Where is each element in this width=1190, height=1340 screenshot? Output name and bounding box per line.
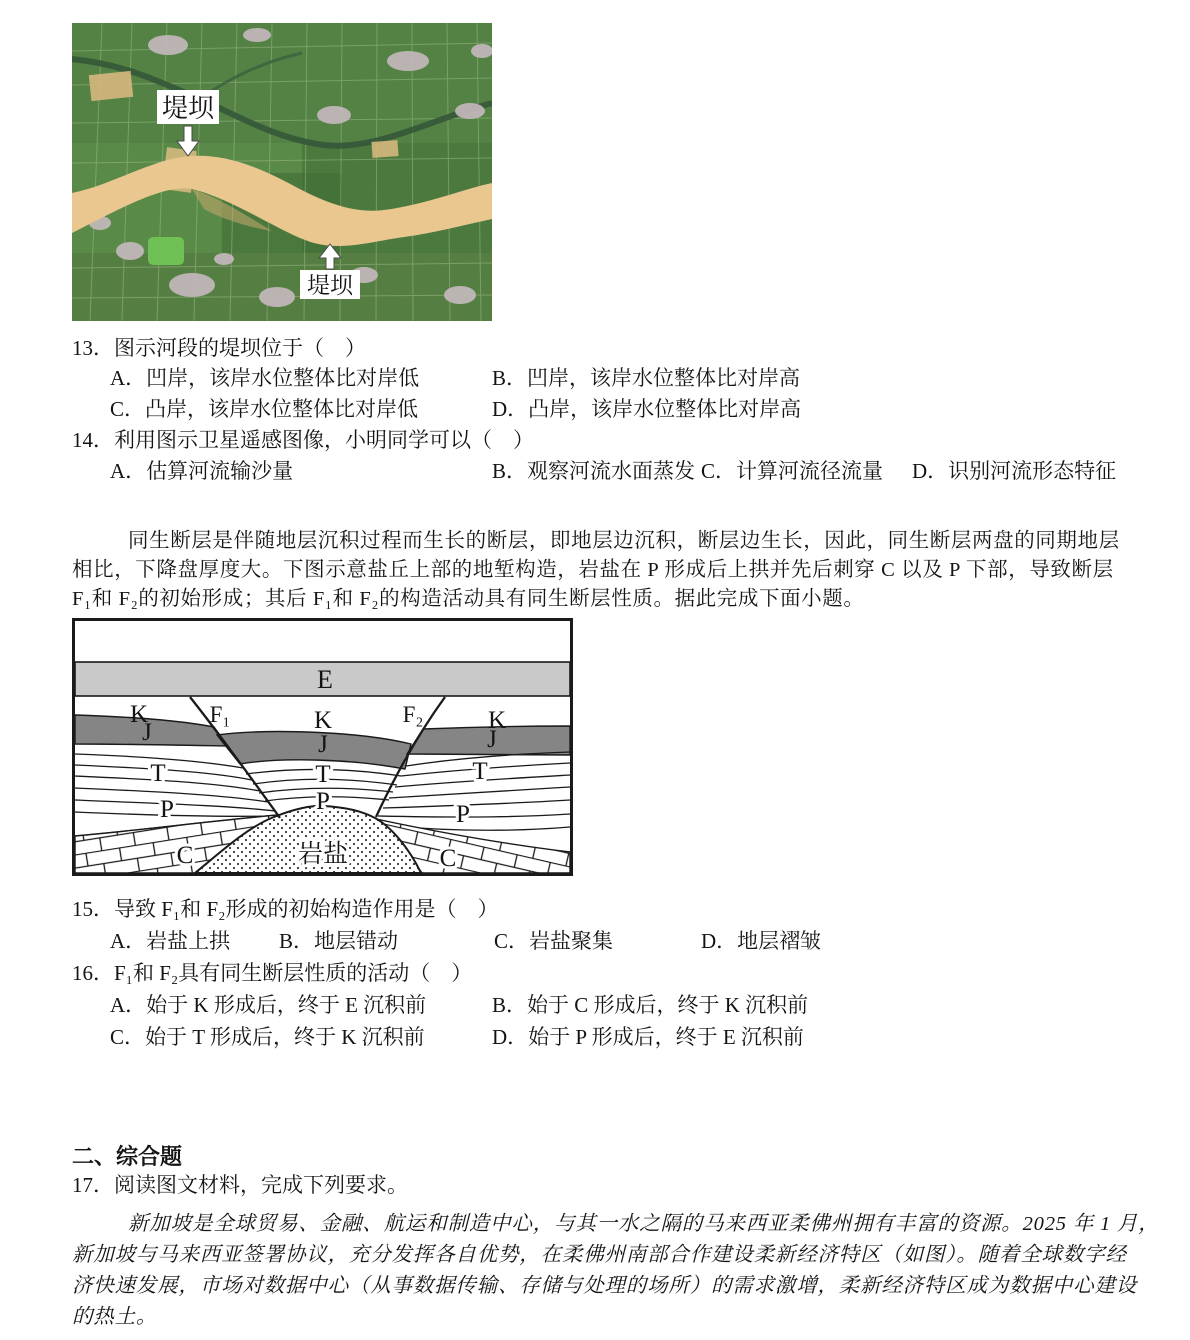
material1-line3: F₁和 F₂的初始形成；其后 F₁和 F₂的构造活动具有同生断层性质。据此完成下面小题。 <box>72 588 865 610</box>
label-K-left: K <box>129 701 149 728</box>
q16-option-b: B．始于 C 形成后，终于 K 沉积前 <box>492 993 809 1017</box>
question-14-stem: 14．利用图示卫星遥感图像，小明同学可以（ ） <box>72 428 534 452</box>
q14-option-d: D．识别河流形态特征 <box>912 459 1117 483</box>
label-J-right: J <box>487 726 497 753</box>
q15-option-c: C．岩盐聚集 <box>494 929 614 953</box>
label-P-right: P <box>456 801 470 828</box>
pond <box>148 237 184 265</box>
satellite-image-svg <box>72 23 492 321</box>
label-T-left: T <box>150 760 166 787</box>
label-K-right: K <box>487 707 507 734</box>
q13-option-a: A．凹岸，该岸水位整体比对岸低 <box>110 366 420 390</box>
label-C-left: C <box>176 842 194 869</box>
q15-option-d: D．地层褶皱 <box>701 929 822 953</box>
levee-label-bottom-text: 堤坝 <box>307 273 353 298</box>
question-17-stem: 17．阅读图文材料，完成下列要求。 <box>72 1173 408 1197</box>
label-C-right: C <box>439 845 457 872</box>
q13-option-b: B．凹岸，该岸水位整体比对岸高 <box>492 366 801 390</box>
q15-option-b: B．地层错动 <box>279 929 399 953</box>
label-T-center: T <box>315 761 331 788</box>
q16-option-a: A．始于 K 形成后，终于 E 沉积前 <box>110 993 427 1017</box>
field-patch <box>72 253 492 321</box>
label-T-right: T <box>472 758 488 785</box>
q15-option-a: A．岩盐上拱 <box>110 929 231 953</box>
question-13-stem: 13．图示河段的堤坝位于（ ） <box>72 336 366 360</box>
label-J-left: J <box>142 719 152 746</box>
q13-option-d: D．凸岸，该岸水位整体比对岸高 <box>492 397 802 421</box>
q14-option-b: B．观察河流水面蒸发 <box>492 459 696 483</box>
label-K-center: K <box>313 707 333 734</box>
label-J-center: J <box>318 731 328 758</box>
q16-option-d: D．始于 P 形成后，终于 E 沉积前 <box>492 1025 804 1049</box>
material2-line4: 的热土。 <box>72 1306 158 1328</box>
levee-label-top-text: 堤坝 <box>161 94 215 123</box>
material2-line2: 新加坡与马来西亚签署协议，充分发挥各自优势，在柔佛州南部合作建设柔新经济特区（如图）。随着全球数字经 <box>72 1244 1127 1266</box>
cross-section-svg <box>72 618 573 876</box>
label-E: E <box>317 665 333 694</box>
geological-cross-section <box>72 618 573 876</box>
q16-option-c: C．始于 T 形成后，终于 K 沉积前 <box>110 1025 425 1049</box>
satellite-image <box>72 23 492 321</box>
material1-line1: 同生断层是伴随地层沉积过程而生长的断层，即地层边沉积，断层边生长，因此，同生断层两盘的同期地层 <box>128 530 1120 552</box>
q14-option-c: C．计算河流径流量 <box>701 459 884 483</box>
q14-option-a: A．估算河流输沙量 <box>110 459 294 483</box>
material2-line3: 济快速发展，市场对数据中心（从事数据传输、存储与处理的场所）的需求激增，柔新经济特区成为数据中心建设 <box>72 1275 1137 1297</box>
label-rock-salt: 岩盐 <box>297 841 349 868</box>
question-15-stem: 15．导致 F₁和 F₂形成的初始构造作用是（ ） <box>72 897 499 921</box>
section-2-title: 二、综合题 <box>72 1144 183 1169</box>
material2-line1: 新加坡是全球贸易、金融、航运和制造中心，与其一水之隔的马来西亚柔佛州拥有丰富的资源。2025 年 1 月， <box>128 1213 1160 1235</box>
label-P-center: P <box>316 788 330 815</box>
material1-line2: 相比，下降盘厚度大。下图示意盐丘上部的地堑构造，岩盐在 P 形成后上拱并先后刺穿 C 以及 P 下部，导致断层 <box>72 559 1114 581</box>
q13-option-c: C．凸岸，该岸水位整体比对岸低 <box>110 397 419 421</box>
label-P-left: P <box>160 796 174 823</box>
label-F1: F₁ <box>209 702 231 727</box>
question-16-stem: 16．F₁和 F₂具有同生断层性质的活动（ ） <box>72 961 473 985</box>
label-F2: F₂ <box>402 702 424 727</box>
